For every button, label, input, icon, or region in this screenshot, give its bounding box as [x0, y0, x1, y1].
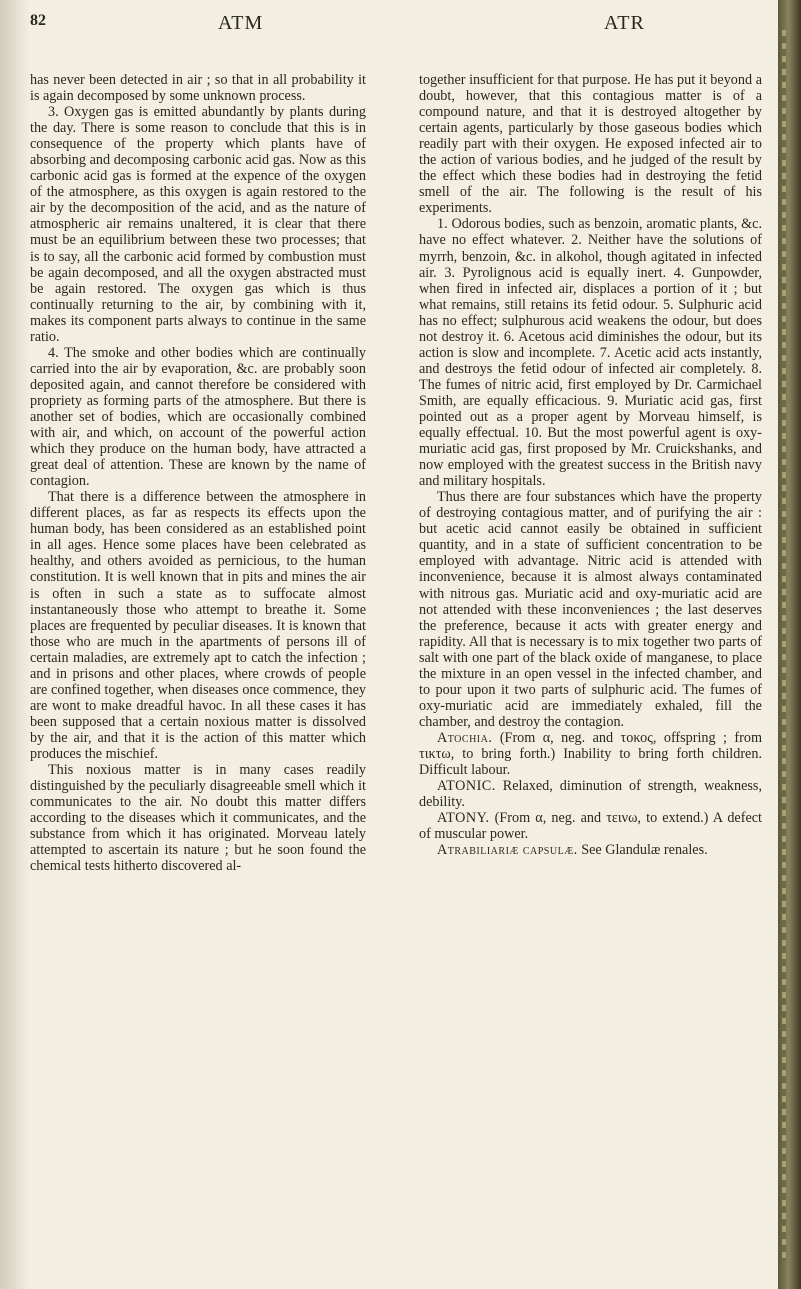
entry-text: (From α, neg. and τοκος, offspring ; from τικτω, to bring forth.) Inability to bring forth children. Difficult labour.	[419, 729, 762, 779]
entry-term: ATONY.	[437, 810, 490, 827]
entry-text: Relaxed, diminution of strength, weakness, debility.	[419, 778, 762, 811]
paragraph: together insufficient for that purpose. He has put it beyond a doubt, however, that this contagious matter is of a compound nature, and that it is destroyed altogether by certain agents, particularly by those gaseous bodies which readily part with their oxygen. He exposed infected air to the action of various bodies, and he judged of the result by the effect which these bodies had in destroying the fetid smell of the air. The following is the result of his experiments.	[419, 72, 762, 217]
paragraph: 3. Oxygen gas is emitted abundantly by plants during the day. There is some reason to conclude that this is in consequence of the property which plants have of absorbing and decomposing carbonic acid gas. Now as this carbonic acid gas is formed at the expence of the oxygen of the atmosphere, as this oxygen is again restored to the air by the decomposition of the acid, and as the nature of atmospheric air remains unaltered, it is clear that there must be an equilibrium between these two processes; that is to say, all the carbonic acid formed by combustion must be again decomposed, and all the oxygen abstracted must be again restored. The oxygen gas which is thus continually returning to the air, by combining with it, makes its component parts always to continue in the same ratio.	[30, 104, 366, 345]
paragraph: Thus there are four substances which have the property of destroying contagious matter, and of purifying the air : but acetic acid cannot easily be obtained in sufficient quantity, and in a state of sufficient concentration to be employed with advantage. Nitric acid is attended with inconvenience, because it is almost always contaminated with nitrous gas. Muriatic acid and oxy-muriatic acid are not attended with these inconveniences ; the last deserves the preference, because it acts with greater energy and rapidity. All that is necessary is to mix together two parts of salt with one part of the black oxide of manganese, to place the mixture in an open vessel in the infected chamber, and to pour upon it two parts of sulphuric acid. The fumes of oxy-muriatic acid are immediately exhaled, fill the chamber, and destroy the contagion.	[419, 489, 762, 730]
page-edge-stripe	[782, 30, 786, 1260]
entry-term: ATONIC.	[437, 778, 496, 795]
dictionary-entry-atrabiliariae	[419, 842, 762, 858]
dictionary-entry-atony	[419, 810, 762, 842]
entry-text: (From α, neg. and τεινω, to extend.) A defect of muscular power.	[419, 810, 762, 843]
page-header	[30, 6, 770, 38]
paragraph: That there is a difference between the atmosphere in different places, as far as respects its effects upon the human body, has been considered as an established point in all ages. Hence some places have been celebrated as healthy, and others avoided as pernicious, to the human constitution. It is well known that in pits and mines the air is often in such a state as to suffocate almost instantaneously those who attempt to breathe it. Some places are frequented by peculiar diseases. It is known that those who are much in the apartments of persons ill of certain maladies, are extremely apt to catch the infection ; and in prisons and other places, where crowds of people are confined together, when diseases once commence, they are wont to make dreadful havoc. In all these cases it has been supposed that a certain noxious matter is dissolved by the air, and that it is the action of this matter which produces the mischief.	[30, 489, 366, 762]
entry-text: See Glandulæ renales.	[577, 842, 708, 859]
entry-term: Atrabiliariæ capsulæ.	[437, 842, 578, 859]
right-running-head: ATR	[604, 12, 645, 34]
right-text-column	[419, 72, 762, 858]
gutter-shadow	[0, 0, 30, 1289]
paragraph: 1. Odorous bodies, such as benzoin, aromatic plants, &c. have no effect whatever. 2. Neither have the solutions of myrrh, benzoin, &c. in alkohol, though agitated in infected air. 3. Pyrolignous acid is equally inert. 4. Gunpowder, when fired in infected air, displaces a portion of it ; but what remains, still retains its fetid odour. 5. Sulphuric acid has no effect; sulphurous acid weakens the odour, but does not destroy it. 6. Acetous acid diminishes the odour, but its action is slow and incomplete. 7. Acetic acid acts instantly, and destroys the fetid odour of infected air completely. 8. The fumes of nitric acid, first employed by Dr. Carmichael Smith, are equally efficacious. 9. Muriatic acid gas, first pointed out as a proper agent by Morveau himself, is equally effectual. 10. But the most powerful agent is oxy-muriatic acid gas, first proposed by Mr. Cruickshanks, and now employed with the greatest success in the British navy and military hospitals.	[419, 216, 762, 490]
paragraph: has never been detected in air ; so that in all probability it is again decomposed by some unknown process.	[30, 72, 366, 105]
dictionary-entry-atonic	[419, 778, 762, 810]
paragraph: 4. The smoke and other bodies which are continually carried into the air by evaporation, &c. are probably soon deposited again, and cannot therefore be considered with propriety as forming parts of the atmosphere. But there is another set of bodies, which are occasionally combined with air, and which, on account of the powerful action which they produce on the human body, have attracted a great deal of attention. These are known by the name of contagion.	[30, 344, 366, 490]
page-number: 82	[30, 12, 46, 29]
left-running-head: ATM	[218, 12, 264, 34]
paragraph: This noxious matter is in many cases readily distinguished by the peculiarly disagreeable smell which it communicates to the air. No doubt this matter differs according to the diseases which it communicates, and the substance from which it has originated. Morveau lately attempted to ascertain its nature ; but he soon found the chemical tests hitherto discovered al-	[30, 762, 366, 875]
entry-term: Atochia.	[437, 729, 493, 746]
left-text-column	[30, 72, 366, 874]
dictionary-entry-atochia	[419, 730, 762, 778]
